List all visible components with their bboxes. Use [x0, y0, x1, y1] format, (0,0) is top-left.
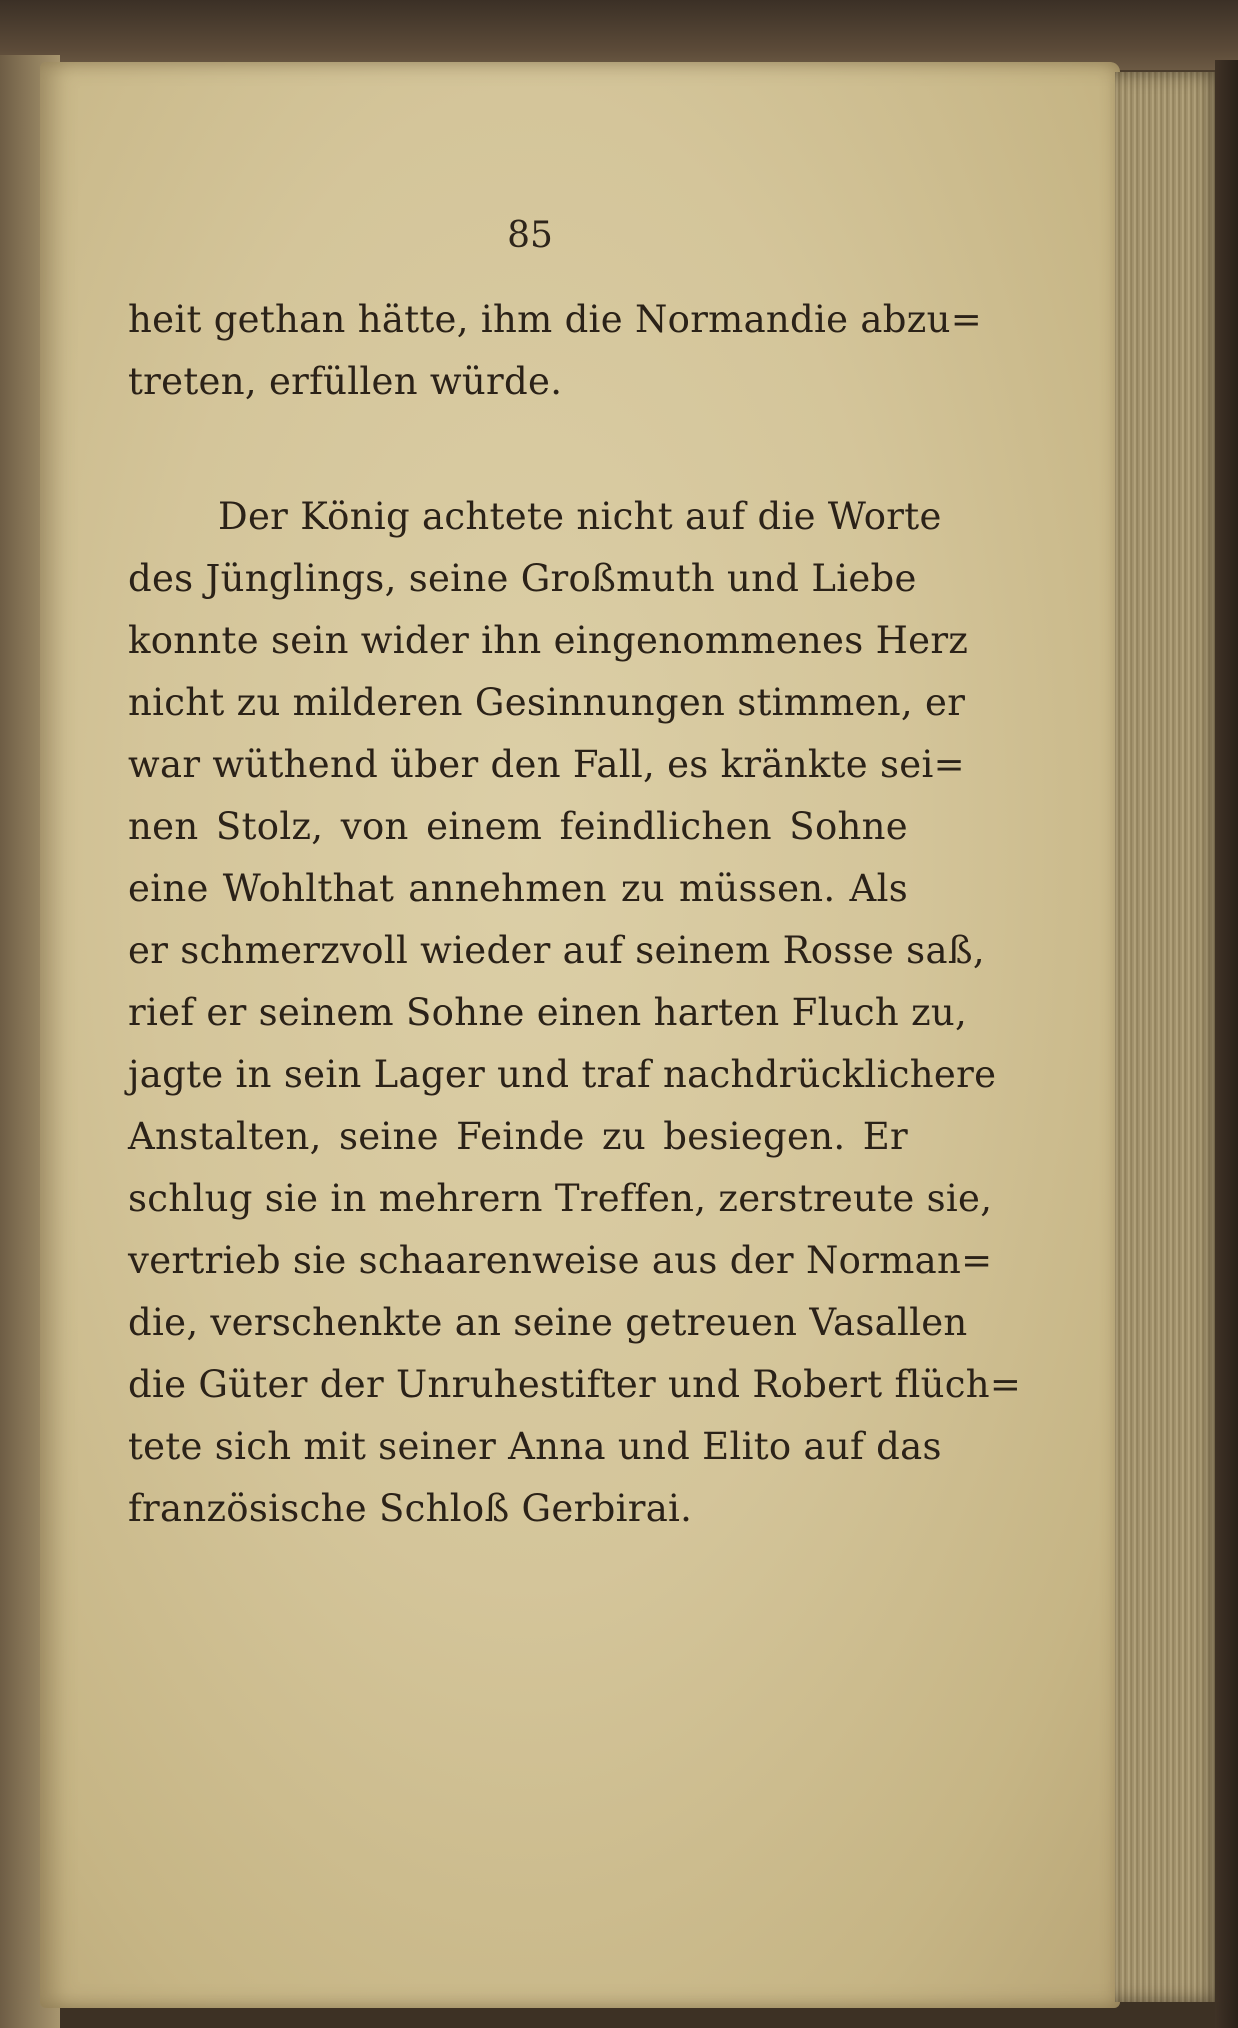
- page-number: 85: [507, 215, 553, 256]
- page-stack-edges: [1115, 72, 1223, 2002]
- book-cover-right: [1215, 60, 1238, 2028]
- text-line: des Jünglings, seine Großmuth und Liebe: [128, 557, 917, 600]
- text-line: vertrieb sie schaarenweise aus der Norman=: [128, 1239, 993, 1282]
- text-line: konnte sein wider ihn eingenommenes Herz: [128, 619, 969, 662]
- text-line: nen Stolz, von einem feindlichen Sohne: [128, 805, 908, 848]
- book-cover-top: [0, 0, 1238, 70]
- text-line: er schmerzvoll wieder auf seinem Rosse saß,: [128, 929, 985, 972]
- text-line: nicht zu milderen Gesinnungen stimmen, er: [128, 681, 966, 724]
- text-line: tete sich mit seiner Anna und Elito auf das: [128, 1425, 942, 1468]
- text-line: Anstalten, seine Feinde zu besiegen. Er: [128, 1115, 908, 1158]
- text-line: schlug sie in mehrern Treffen, zerstreute sie,: [128, 1177, 993, 1220]
- text-line: die Güter der Unruhestifter und Robert flüch=: [128, 1363, 1022, 1406]
- text-line: die, verschenkte an seine getreuen Vasallen: [128, 1301, 968, 1344]
- text-line: rief er seinem Sohne einen harten Fluch zu,: [128, 991, 968, 1034]
- text-line: jagte in sein Lager und traf nachdrücklichere: [128, 1053, 997, 1096]
- text-line: war wüthend über den Fall, es kränkte sei=: [128, 743, 965, 786]
- text-line: Der König achtete nicht auf die Worte: [218, 495, 942, 538]
- text-line: heit gethan hätte, ihm die Normandie abzu=: [128, 298, 983, 341]
- text-line: eine Wohlthat annehmen zu müssen. Als: [128, 867, 908, 910]
- text-line: französische Schloß Gerbirai.: [128, 1487, 693, 1530]
- text-line: treten, erfüllen würde.: [128, 360, 563, 403]
